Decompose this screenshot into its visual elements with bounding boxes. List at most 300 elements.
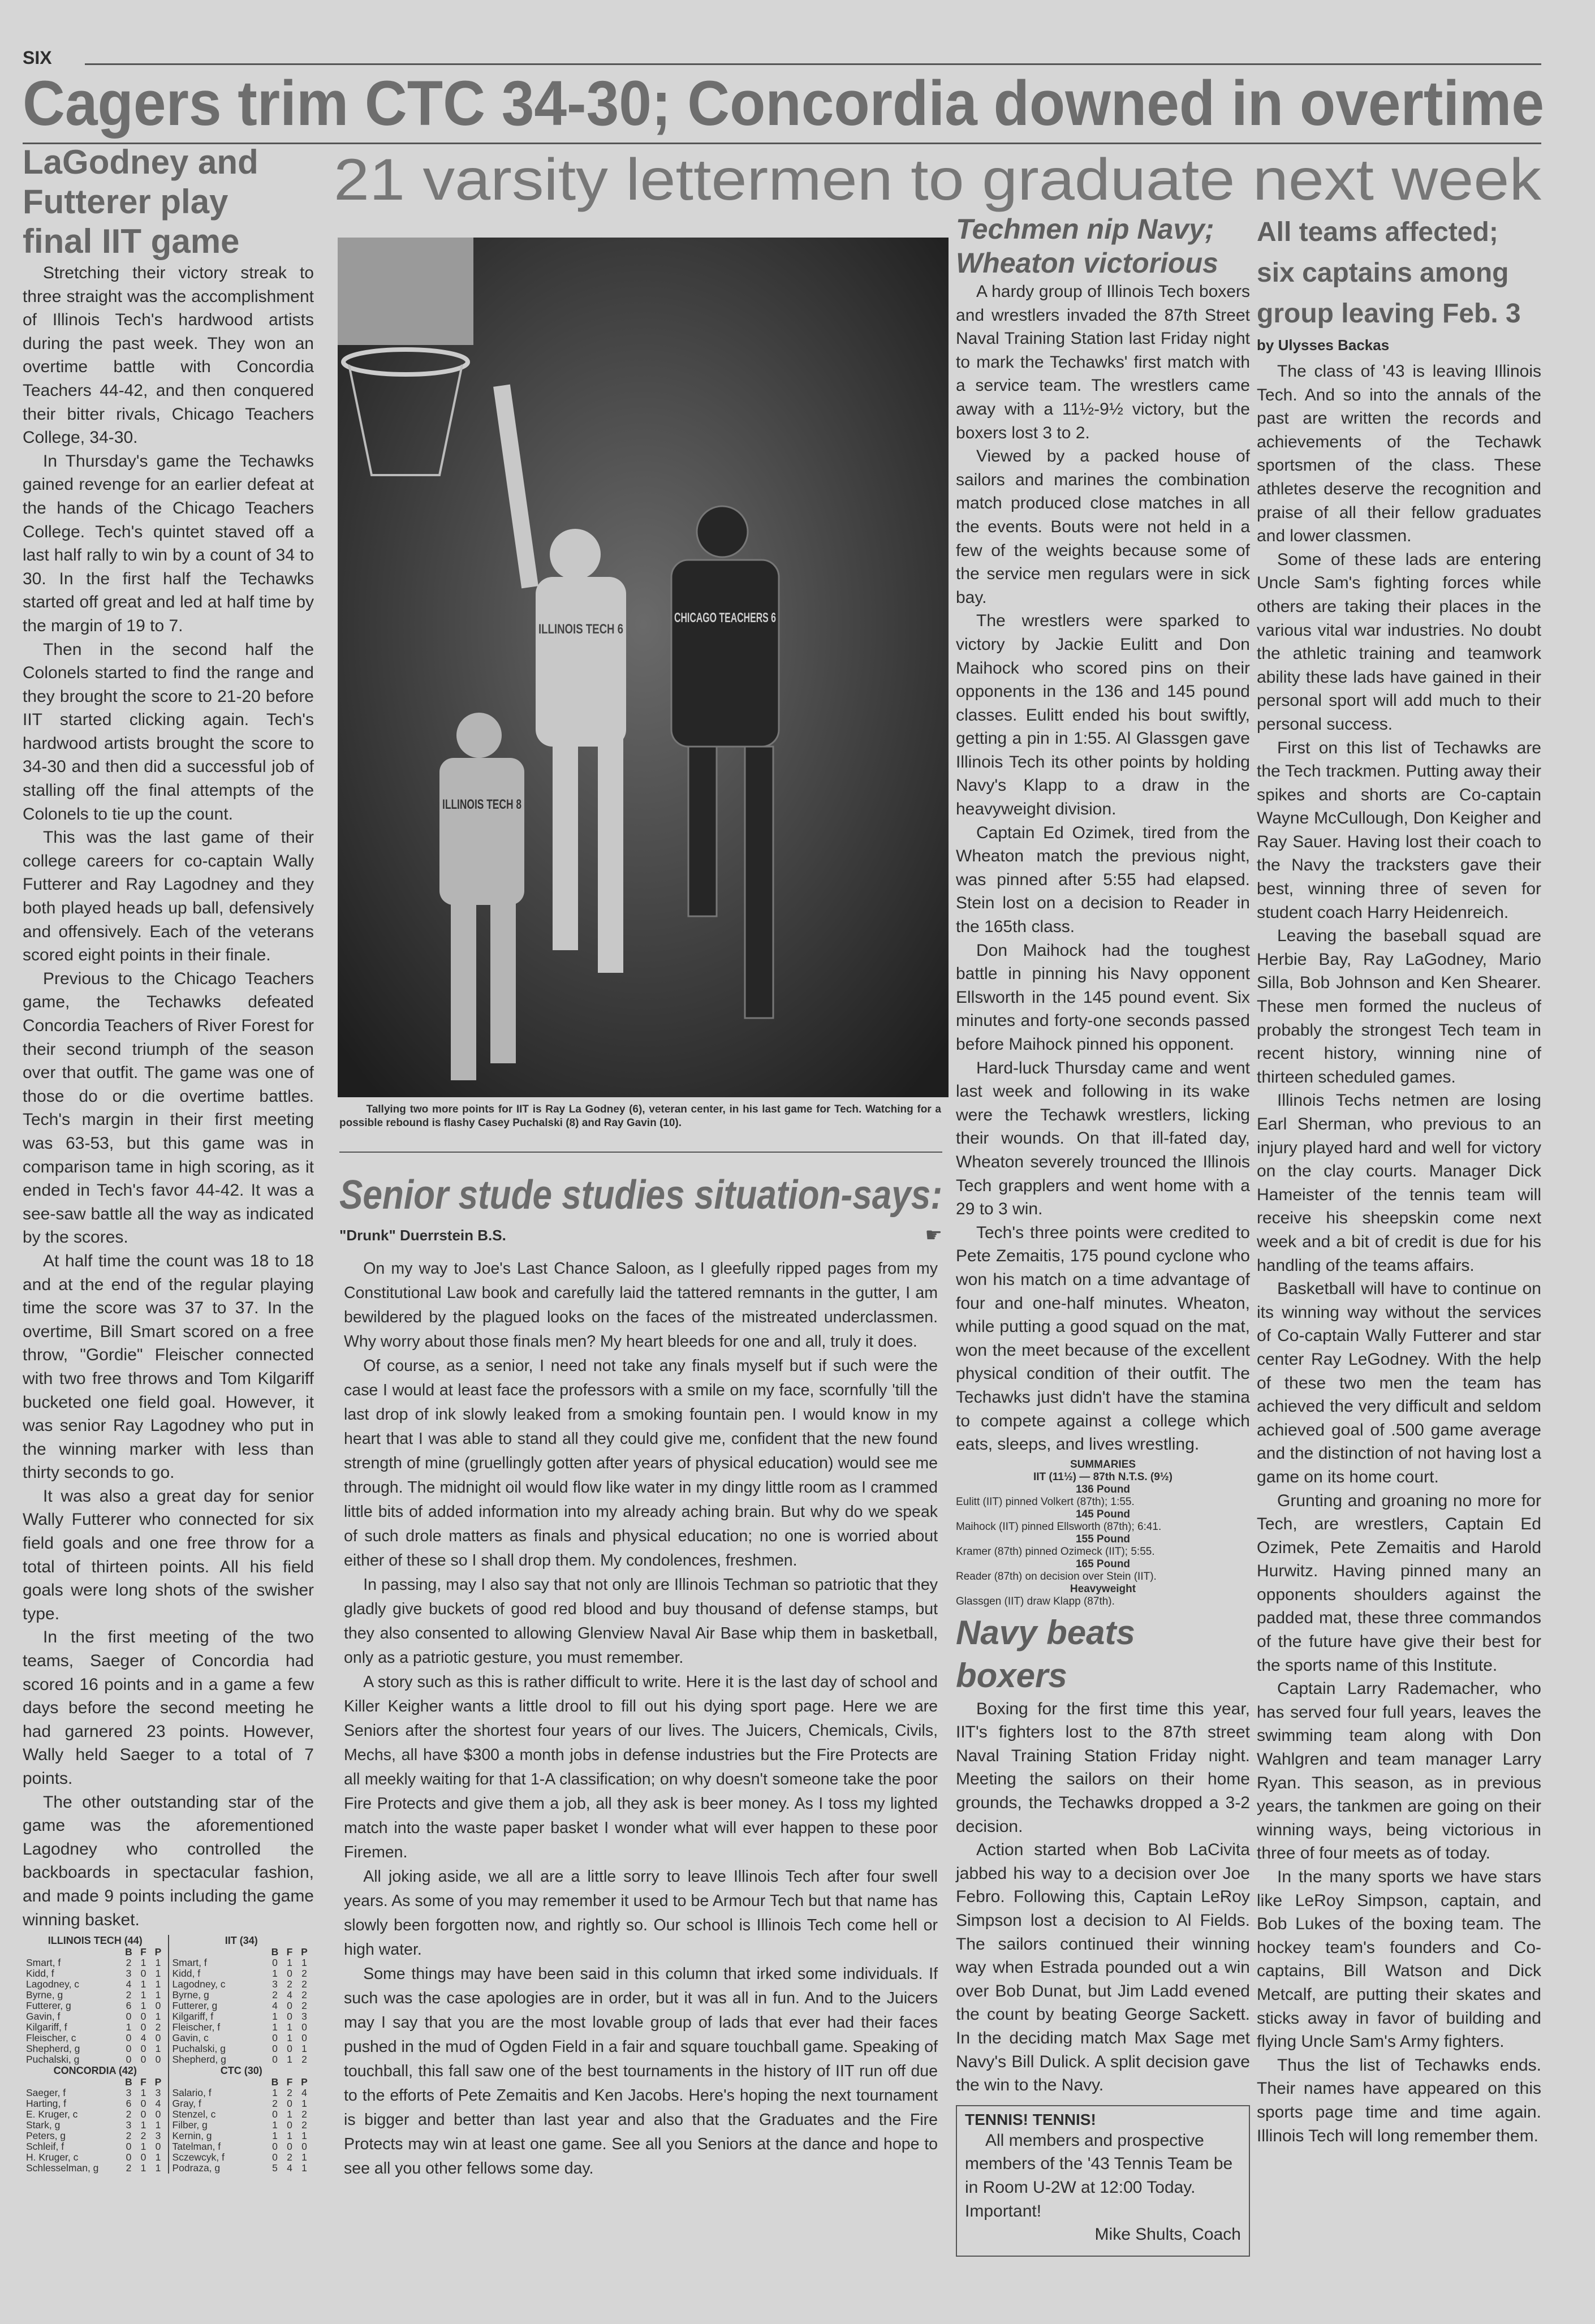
stat-cell: 0: [287, 2011, 292, 2023]
box-score-row: [25, 2000, 166, 2011]
stat-cell: 0: [287, 2141, 292, 2153]
column-header: P: [301, 2076, 308, 2088]
paragraph: In the many sports we have stars like LeRoy Simpson, captain, and Bob Lukes of the boxing team. The hockey team's founders and Co-captains, Bill Watson and Dick Metcalf, are putting their skates and sticks away in favor of building and flying Uncle Sam's Army fighters.: [1257, 1868, 1541, 2051]
box-scores-row-2: [23, 2065, 314, 2174]
bout-result: Maihock (IIT) pinned Ellsworth (87th); 6:41.: [956, 1520, 1162, 1533]
paragraph: Leaving the baseball squad are Herbie Bay, Ray LaGodney, Mario Silla, Bob Johnson and Ken Shearer. These men formed the nucleus of probably the strongest Tech team in recent history, winning nine of thirteen scheduled games.: [1257, 926, 1541, 1086]
stat-cell: 1: [155, 2119, 161, 2131]
empty-cell: [171, 1947, 268, 1957]
box-score-header: [171, 1947, 312, 1957]
box-score-row: [25, 2088, 166, 2098]
paragraph: Don Maihock had the toughest battle in pinning his Navy opponent Ellsworth in the 145 pound event. Six minutes and forty-one seconds passed before Maihock pinned his opponent.: [956, 941, 1250, 1054]
stat-cell: 2: [155, 2021, 161, 2033]
stat-cell: 3: [126, 2087, 132, 2099]
stat-cell: 1: [287, 2130, 292, 2142]
paragraph: This was the last game of their college careers for co-captain Wally Futterer and Ray Lagodney and they both played heads up ball, defensively and offensively. Each of the veterans scored eight points in their finale.: [23, 828, 314, 965]
stat-cell: 3: [301, 2011, 307, 2023]
box-score-row: [171, 2000, 312, 2011]
stat-cell: 2: [126, 1989, 132, 2001]
player-name: Schlesselman, g: [26, 2162, 99, 2174]
page-number: SIX: [23, 48, 52, 68]
stat-cell: 4: [272, 2000, 278, 2012]
paragraph: Some things may have been said in this column that irked some individuals. If such was the case apologies are in order, but it was all in fun. And to the Juicers may I say that you are the most lovable group of lads that ever had their faces pushed in the mud of Ogden Field in a fair and square touchball game. Speaking of touchball, this fall saw one of the best tournaments in the history of IIT run off due to the efforts of Pete Zemaitis and Ken Jacobs. Here's hoping the next tournament is bigger and better than last year and also that the Graduates and the Fire Protects may win at least one game. See all you Seniors at the dance and hope to see all you other fellows some day.: [344, 1965, 938, 2178]
player-name: Salario, f: [172, 2087, 212, 2099]
stat-cell: 0: [140, 1968, 146, 1980]
tennis-body: All members and prospective members of the '43 Tennis Team be in Room U-2W at 12:00 Today. Important!: [965, 2131, 1233, 2220]
stat-cell: 0: [301, 2021, 307, 2033]
stat-cell: 6: [126, 2000, 132, 2012]
stat-cell: 0: [140, 2021, 146, 2033]
stat-cell: 4: [287, 2162, 292, 2174]
stat-cell: 1: [287, 2032, 292, 2044]
bout-weight: 136 Pound: [1075, 1483, 1131, 1495]
stat-cell: 1: [287, 1957, 292, 1969]
column-header: F: [286, 2076, 293, 2088]
box-score-team: ILLINOIS TECH (44): [48, 1935, 143, 1947]
box-score-row: [171, 2022, 312, 2033]
graduates-headline-line: group leaving Feb. 3: [1257, 299, 1521, 329]
senior-rule: [339, 1152, 942, 1153]
box-score-row: [25, 2120, 166, 2131]
paragraph: Hard-luck Thursday came and went last week and following in its wake were the Techawk wrestlers, licking their wounds. On that ill-fated day, Wheaton severely trounced the Illinois Tech grapplers and went home with a 29 to 3 win.: [956, 1058, 1250, 1219]
box-score-row: [25, 2011, 166, 2022]
paragraph: All joking aside, we all are a little sorry to leave Illinois Tech after four swell years. As some of you may remember it used to be Armour Tech but that name has slowly been forgotten now, and rightly so. Our school is Illinois Tech come hell or high water.: [344, 1868, 938, 1959]
player-name: Saeger, f: [26, 2087, 66, 2099]
stat-cell: 0: [155, 2054, 161, 2066]
wrestling-article: [956, 212, 1250, 2257]
box-score-team: CTC (30): [220, 2065, 262, 2077]
bout-result: Eulitt (IIT) pinned Volkert (87th); 1:55.: [956, 1495, 1135, 1508]
box-score-row: [25, 2131, 166, 2141]
tennis-notice: [956, 2105, 1250, 2257]
stat-cell: 2: [287, 1978, 292, 1990]
stat-cell: 0: [155, 2141, 161, 2153]
box-score-row: [25, 2163, 166, 2174]
box-score-row: [171, 1968, 312, 1979]
stat-cell: 3: [155, 2087, 161, 2099]
column-header: F: [140, 2076, 146, 2088]
wrestling-summaries: [956, 1459, 1250, 1608]
stat-cell: 4: [155, 2098, 161, 2110]
stat-cell: 1: [301, 2130, 307, 2142]
paragraph: Captain Larry Rademacher, who has served four full years, leaves the swimming team along with Don Wahlgren and team manager Larry Ryan. This season, as in previous years, the tankmen are going on their winning ways, being victorious in three of four meets as of today.: [1257, 1679, 1541, 1863]
stat-cell: 1: [140, 2141, 146, 2153]
wrestling-headline-line: Techmen nip Navy;: [956, 213, 1214, 245]
box-score-row: [25, 2033, 166, 2043]
stat-cell: 3: [126, 2119, 132, 2131]
box-score-row: [25, 1979, 166, 1990]
stat-cell: 1: [301, 2043, 307, 2055]
paragraph: A story such as this is rather difficult to write. Here it is the last day of school and Killer Keigher wants a little drool to fill out his dying sport page. Here we are Seniors after the shortest four years of our lives. The Juicers, Chemicals, Civils, Mechs, all have $300 a month jobs in defense industries but the Fire Protects are all meekly waiting for that 1-A classification; on why doesn't someone take the poor Fire Protects and give them a job, all they ask is beer money. As I toss my lighted match into the waste paper basket I wonder what will ever happen to these poor Firemen.: [344, 1673, 938, 1861]
player-name: Byrne, g: [172, 1989, 209, 2001]
stat-cell: 0: [126, 2141, 132, 2153]
basketball-headline-line: LaGodney and: [23, 143, 258, 181]
player-name: Gray, f: [172, 2098, 201, 2110]
stat-cell: 0: [287, 2043, 292, 2055]
player-name: Peters, g: [26, 2130, 66, 2142]
box-score-row: [171, 2120, 312, 2131]
stat-cell: 0: [301, 2141, 307, 2153]
paragraph: A hardy group of Illinois Tech boxers and wrestlers invaded the 87th Street Naval Training Station last Friday night to mark the Techawks' first match with a service team. The wrestlers came away with a 11½-9½ victory, but the boxers lost 3 to 2.: [956, 282, 1250, 442]
stat-cell: 4: [126, 1978, 132, 1990]
summaries-score: IIT (11½) — 87th N.T.S. (9½): [1033, 1471, 1172, 1483]
paragraph: Some of these lads are entering Uncle Sam's fighting forces while others are taking their places in the various vital war industries. No doubt the athletic training and teamwork ability these lads have gained in their personal sport will add much to their personal success.: [1257, 550, 1541, 734]
stat-cell: 2: [140, 2130, 146, 2142]
backboard: [338, 238, 473, 345]
stat-cell: 1: [272, 2021, 278, 2033]
box-score-row: [171, 2141, 312, 2152]
stat-cell: 1: [155, 2011, 161, 2023]
stat-cell: 0: [140, 2098, 146, 2110]
box-score-row: [25, 1957, 166, 1968]
stat-cell: 1: [155, 1957, 161, 1969]
stat-cell: 3: [272, 1978, 278, 1990]
stat-cell: 1: [272, 2011, 278, 2023]
banner-headline: 21 varsity lettermen to graduate next week: [334, 147, 1541, 213]
paragraph: In the first meeting of the two teams, Saeger of Concordia had scored 16 points and in a game a few days before the second meeting he had garnered 23 points. However, Wally held Saeger to a total of 7 points.: [23, 1628, 314, 1788]
box-score-row: [171, 1990, 312, 2000]
paragraph: Tech's three points were credited to Pete Zemaitis, 175 pound cyclone who won his match on a time advantage of four and one-half minutes. Wheaton, while putting a good squad on the mat, won the meet because of the excellent physical condition of their outfit. The Techawks just didn't have the stamina to compete against a college which eats, sleeps, and lives wrestling.: [956, 1223, 1250, 1454]
box-score-row: [25, 2152, 166, 2163]
stat-cell: 2: [126, 2109, 132, 2120]
column-header: B: [125, 2076, 132, 2088]
box-score-row: [25, 2141, 166, 2152]
graduates-body: [1257, 360, 1541, 2148]
stat-cell: 0: [272, 1957, 278, 1969]
stat-cell: 0: [155, 2000, 161, 2012]
column-header: B: [271, 1946, 279, 1958]
paragraph: Illinois Techs netmen are losing Earl Sherman, who previous to an injury played hard and well for victory on the clay courts. Manager Dick Hameister of the tennis team will receive his sheepskin come next week and a bit of credit is due for his handling of the teams affairs.: [1257, 1091, 1541, 1275]
box-score-row: [25, 2054, 166, 2065]
paragraph: At half time the count was 18 to 18 and at the end of the regular playing time the score was 37 to 37. In the overtime, Bill Smart scored on a free throw, "Gordie" Fleischer connected with two free throws and Tom Kilgariff bucketed one field goal. However, it was senior Ray Lagodney who put in the winning marker with less than thirty seconds to go.: [23, 1251, 314, 1482]
stat-cell: 0: [301, 2032, 307, 2044]
player-name: Puchalski, g: [172, 2043, 226, 2055]
player-name: Stark, g: [26, 2119, 61, 2131]
stat-cell: 2: [301, 1968, 307, 1980]
box-scores-row-1: [23, 1935, 314, 2065]
box-score-row: [171, 2088, 312, 2098]
bout-weight: 165 Pound: [1075, 1558, 1131, 1570]
box-score-row: [25, 1990, 166, 2000]
player-name: H. Kruger, c: [26, 2151, 79, 2163]
stat-cell: 1: [301, 1957, 307, 1969]
box-score-row: [25, 2022, 166, 2033]
column-header: P: [154, 2076, 162, 2088]
tennis-title: TENNIS! TENNIS!: [965, 2110, 1096, 2128]
box-score-team: IIT (34): [225, 1935, 258, 1947]
paragraph: Previous to the Chicago Teachers game, the Techawks defeated Concordia Teachers of River Forest for their second triumph of the season over that outfit. The game was one of those do or die overtime battles. Tech's margin in their first meeting was 63-53, but this game was in comparison tame in high scoring, as it ended in Tech's favor 44-42. It was a see-saw battle all the way as indicated by the scores.: [23, 969, 314, 1247]
box-score-header: [25, 1947, 166, 1957]
photo-caption: Tallying two more points for IIT is Ray La Godney (6), veteran center, in his last game for Tech. Watching for a possible rebound is flashy Casey Puchalski (8) and Ray Gavin (10).: [339, 1103, 941, 1129]
box-score-row: [171, 2043, 312, 2054]
basketball-body: [23, 261, 314, 1931]
main-headline-wrap: [23, 67, 1544, 140]
stat-cell: 2: [301, 1978, 307, 1990]
stat-cell: 0: [272, 2141, 278, 2153]
paragraph: Boxing for the first time this year, IIT's fighters lost to the 87th street Naval Training Station Friday night. Meeting the sailors on their home grounds, the Techawks dropped a 3-2 decision.: [956, 1699, 1250, 1836]
stat-cell: 0: [140, 2011, 146, 2023]
box-score-row: [171, 2163, 312, 2174]
stat-cell: 3: [155, 2130, 161, 2142]
senior-body: [339, 1257, 942, 2181]
player-name: Harting, f: [26, 2098, 66, 2110]
stat-cell: 1: [140, 2000, 146, 2012]
empty-cell: [171, 2077, 268, 2088]
stat-cell: 0: [287, 2119, 292, 2131]
box-score-header: [25, 2077, 166, 2088]
player-name: Kernin, g: [172, 2130, 212, 2142]
graduates-article: [1257, 212, 1541, 2148]
player-name: Kidd, f: [172, 1968, 201, 1980]
stat-cell: 1: [155, 2162, 161, 2174]
stat-cell: 0: [287, 2098, 292, 2110]
stat-cell: 2: [126, 2162, 132, 2174]
box-score-ctc: [169, 2065, 314, 2174]
paragraph: Stretching their victory streak to three straight was the accomplishment of Illinois Tech's hardwood artists during the past week. They won an overtime battle with Concordia Teachers 44-42, and then conquered their bitter rivals, Chicago Teachers College, 34-30.: [23, 264, 314, 447]
paragraph: The other outstanding star of the game was the aforementioned Lagodney who controlled the backboards in spectacular fashion, and made 9 points including the game winning basket.: [23, 1792, 314, 1929]
paragraph: Captain Ed Ozimek, tired from the Wheaton match the previous night, was pinned after 5:55 had elapsed. Stein lost on a decision to Reader in the 165th class.: [956, 823, 1250, 937]
top-rule: [85, 63, 1541, 65]
stat-cell: 0: [287, 1968, 292, 1980]
player-name: Lagodney, c: [26, 1978, 80, 1990]
column-header: F: [286, 1946, 293, 1958]
box-score-row: [25, 2098, 166, 2109]
paragraph: Action started when Bob LaCivita jabbed his way to a decision over Joe Febro. Following this, Captain LeRoy Simpson lost a decision to Al Fields. The sailors continued their winning way when Estrada pounded out a win over Bob Dunat, but Jim Ladd evened the count by beating George Sackett. In the deciding match Max Sage met Navy's Bill Dulick. A split decision gave the win to the Navy.: [956, 1840, 1250, 2095]
paragraph: In passing, may I also say that not only are Illinois Techman so patriotic that they gladly give buckets of good red blood and buy thousand of defense stamps, but they also consented to allowing Glenview Naval Air Base whip them in basketball, only as a patriotic gesture, you must remember.: [344, 1576, 938, 1667]
player-name: Futterer, g: [26, 2000, 71, 2012]
box-score-row: [25, 1968, 166, 1979]
paragraph: First on this list of Techawks are the Tech trackmen. Putting away their spikes and shorts are Co-captain Wayne McCullough, Don Keigher and Ray Sauer. Having lost their coach to the Navy the tracksters gave their best, winning three of seven for student coach Harry Heidenreich.: [1257, 738, 1541, 922]
box-score-row: [171, 2011, 312, 2022]
paragraph: Then in the second half the Colonels started to find the range and they brought the score to 21-20 before IIT started clicking again. Tech's hardwood artists brought the score to 34-30 and then did a successful job of stalling off the final attempts of the Colonels to tie up the count.: [23, 640, 314, 823]
stat-cell: 4: [140, 2032, 146, 2044]
graduates-headline-line: six captains among: [1257, 258, 1509, 288]
player-name: Stenzel, c: [172, 2109, 216, 2120]
stat-cell: 1: [301, 2151, 307, 2163]
bout-result: Kramer (87th) pinned Ozimeck (IIT); 5:55.: [956, 1545, 1155, 1558]
stat-cell: 1: [272, 2130, 278, 2142]
player-name: Fleischer, c: [26, 2032, 76, 2044]
stat-cell: 0: [126, 2054, 132, 2066]
stat-cell: 0: [140, 2043, 146, 2055]
senior-byline: "Drunk" Duerrstein B.S.: [339, 1226, 506, 1244]
senior-article: [339, 1171, 942, 2181]
stat-cell: 3: [126, 1968, 132, 1980]
stat-cell: 0: [126, 2151, 132, 2163]
stat-cell: 0: [140, 2109, 146, 2120]
stat-cell: 0: [272, 2151, 278, 2163]
column-header: B: [125, 1946, 132, 1958]
stat-cell: 1: [301, 2098, 307, 2110]
box-score-header: [171, 2077, 312, 2088]
bout-result: Reader (87th) on decision over Stein (IIT).: [956, 1570, 1157, 1583]
column-header: P: [301, 1946, 308, 1958]
box-score-iit: [169, 1935, 314, 2065]
stat-cell: 2: [287, 2087, 292, 2099]
player-name: Filber, g: [172, 2119, 208, 2131]
paragraph: The class of '43 is leaving Illinois Tech. And so into the annals of the past are written the records and achievements of the Techawk sportsmen of the class. These athletes deserve the recognition and praise of all their fellow graduates and lower classmen.: [1257, 362, 1541, 546]
summaries-bouts: [956, 1484, 1250, 1608]
box-score-row: [25, 2109, 166, 2120]
stat-cell: 1: [287, 2054, 292, 2066]
stat-cell: 2: [126, 2130, 132, 2142]
paragraph: It was also a great day for senior Wally Futterer who connected for six field goals and one free throw for a total of thirteen points. All his field goals were long shots of the swisher type.: [23, 1486, 314, 1623]
photo-image: [338, 238, 949, 1097]
stat-cell: 1: [140, 2087, 146, 2099]
wrestling-headline-line: Wheaton victorious: [956, 247, 1218, 279]
stat-cell: 1: [301, 2162, 307, 2174]
stat-cell: 0: [126, 2032, 132, 2044]
box-score-illinois-tech: [23, 1935, 169, 2065]
player-name: Kidd, f: [26, 1968, 54, 1980]
basketball-headline-line: Futterer play: [23, 183, 229, 221]
paragraph: In Thursday's game the Techawks gained revenge for an earlier defeat at the hands of the Chicago Teachers College. Tech's quintet staved off a last half rally to win by a count of 34 to 30. In the first half the Techawks started off great and led at half time by the margin of 19 to 7.: [23, 451, 314, 635]
jersey-text-puchalski: ILLINOIS TECH 8: [442, 797, 521, 812]
stat-cell: 1: [155, 1989, 161, 2001]
stat-cell: 0: [272, 2043, 278, 2055]
box-score-row: [25, 2043, 166, 2054]
stat-cell: 4: [287, 1989, 292, 2001]
boxing-headline: Navy beats boxers: [956, 1613, 1135, 1695]
player-name: Schleif, f: [26, 2141, 64, 2153]
stat-cell: 1: [287, 2109, 292, 2120]
stat-cell: 1: [155, 1968, 161, 1980]
player-name: Gavin, c: [172, 2032, 209, 2044]
box-score-row: [171, 1957, 312, 1968]
hand-icon: ☛: [925, 1224, 942, 1246]
paragraph: Thus the list of Techawks ends. Their names have appeared on this sports page time and time again. Illinois Tech will long remember them.: [1257, 2055, 1541, 2145]
player-name: Kilgariff, f: [26, 2021, 67, 2033]
stat-cell: 1: [155, 2043, 161, 2055]
banner-wrap: [334, 146, 1541, 214]
stat-cell: 1: [272, 2119, 278, 2131]
box-score-table: [171, 1947, 312, 2065]
stat-cell: 2: [301, 2054, 307, 2066]
tennis-signature: Mike Shults, Coach: [1094, 2225, 1241, 2244]
player-name: Shepherd, g: [172, 2054, 226, 2066]
box-scores: [23, 1935, 314, 2174]
paragraph: On my way to Joe's Last Chance Saloon, as I gleefully ripped pages from my Constitutional Law book and carefully laid the tattered remnants in the gutter, I am bewildered by the plagued looks on the faces of the mistreated underclassmen. Why worry about those finals men? My heart bleeds for one and all, truly it does.: [344, 1260, 938, 1351]
stat-cell: 2: [301, 2000, 307, 2012]
player-name: Sczewcyk, f: [172, 2151, 225, 2163]
paragraph: Basketball will have to continue on its winning way without the services of Co-captain Wally Futterer and star center Ray LeGodney. With the help of these two men the team has achieved the very difficult and seldom achieved goal of .500 game average and the distinction of not having lost a game on its home court.: [1257, 1279, 1541, 1486]
stat-cell: 1: [140, 2119, 146, 2131]
stat-cell: 2: [126, 1957, 132, 1969]
stat-cell: 2: [301, 2119, 307, 2131]
basketball-photo: [338, 238, 949, 1097]
column-header: B: [271, 2076, 279, 2088]
wrestling-body: [956, 280, 1250, 1456]
stat-cell: 1: [155, 1978, 161, 1990]
paragraph: The wrestlers were sparked to victory by Jackie Eulitt and Don Maihock who scored pins on their opponents in the 136 and 145 pound classes. Eulitt ended his bout swiftly, getting a pin in 1:55. Al Glassgen gave Illinois Tech its other points by holding Navy's Klapp to a draw in the heavyweight division.: [956, 611, 1250, 819]
main-headline: Cagers trim CTC 34-30; Concordia downed in overtime: [23, 68, 1544, 139]
empty-cell: [25, 2077, 122, 2088]
bout-weight: Heavyweight: [1070, 1583, 1136, 1595]
player-name: Futterer, g: [172, 2000, 218, 2012]
graduates-byline: by Ulysses Backas: [1257, 337, 1390, 353]
basketball-article: [23, 143, 314, 2174]
box-score-team: CONCORDIA (42): [53, 2065, 137, 2077]
column-header: F: [140, 1946, 146, 1958]
player-name: Tatelman, f: [172, 2141, 221, 2153]
player-name: E. Kruger, c: [26, 2109, 78, 2120]
paragraph: Grunting and groaning no more for Tech, are wrestlers, Captain Ed Ozimek, Pete Zemaitis and Harold Hurwitz. Having pinned many an opponents shoulders against the padded mat, these three commandos of the future have give their best for the sports name of this Institute.: [1257, 1491, 1541, 1675]
player-name: Gavin, f: [26, 2011, 61, 2023]
box-score-row: [171, 2033, 312, 2043]
box-score-table: [171, 2077, 312, 2174]
stat-cell: 0: [287, 2000, 292, 2012]
player-name: Puchalski, g: [26, 2054, 80, 2066]
empty-cell: [25, 1947, 122, 1957]
column-header: P: [154, 1946, 162, 1958]
box-score-row: [171, 1979, 312, 1990]
stat-cell: 1: [272, 1968, 278, 1980]
boxing-body: [956, 1697, 1250, 2097]
stat-cell: 1: [140, 1978, 146, 1990]
stat-cell: 5: [272, 2162, 278, 2174]
player-name: Kilgariff, f: [172, 2011, 214, 2023]
stat-cell: 2: [272, 1989, 278, 2001]
stat-cell: 0: [272, 2054, 278, 2066]
bout-weight: 155 Pound: [1075, 1533, 1131, 1545]
summaries-title: SUMMARIES: [1070, 1458, 1136, 1471]
box-score-row: [171, 2098, 312, 2109]
stat-cell: 1: [140, 1957, 146, 1969]
stat-cell: 1: [272, 2087, 278, 2099]
box-score-row: [171, 2109, 312, 2120]
box-score-concordia: [23, 2065, 169, 2174]
stat-cell: 4: [301, 2087, 307, 2099]
stat-cell: 2: [272, 2098, 278, 2110]
stat-cell: 0: [272, 2109, 278, 2120]
graduates-headline-line: All teams affected;: [1257, 217, 1498, 247]
stat-cell: 0: [155, 2109, 161, 2120]
player-name: Shepherd, g: [26, 2043, 80, 2055]
player-name: Smart, f: [26, 1957, 61, 1969]
stat-cell: 1: [287, 2021, 292, 2033]
player-name: Podraza, g: [172, 2162, 221, 2174]
stat-cell: 0: [272, 2032, 278, 2044]
jersey-text-chicago: CHICAGO TEACHERS 6: [674, 610, 776, 626]
stat-cell: 0: [126, 2011, 132, 2023]
basketball-headline-line: final IIT game: [23, 222, 240, 260]
stat-cell: 1: [126, 2021, 132, 2033]
stat-cell: 1: [140, 2162, 146, 2174]
jersey-text-lagodney: ILLINOIS TECH 6: [538, 622, 623, 637]
player-name: Fleischer, f: [172, 2021, 221, 2033]
stat-cell: 0: [140, 2151, 146, 2163]
stat-cell: 2: [301, 2109, 307, 2120]
stat-cell: 0: [126, 2043, 132, 2055]
box-score-row: [171, 2054, 312, 2065]
stat-cell: 0: [155, 2032, 161, 2044]
player-name: Lagodney, c: [172, 1978, 226, 1990]
stat-cell: 1: [155, 2151, 161, 2163]
player-name: Smart, f: [172, 1957, 207, 1969]
stat-cell: 1: [140, 1989, 146, 2001]
stat-cell: 0: [140, 2054, 146, 2066]
player-name: Byrne, g: [26, 1989, 63, 2001]
senior-headline: Senior stude studies situation-says:: [339, 1172, 942, 1218]
box-score-table: [25, 2077, 166, 2174]
box-score-row: [171, 2131, 312, 2141]
stat-cell: 2: [287, 2151, 292, 2163]
stat-cell: 2: [301, 1989, 307, 2001]
paragraph: Of course, as a senior, I need not take any finals myself but if such were the case I would at least face the professors with a smile on my face, scornfully 'till the last drop of ink slowly leaked from a smoking fountain pen. I would know in my heart that I was able to stand all they could give me, confident that the new found strength of mine (gruellingly gotten after years of physical education) would see me through. The midnight oil would flow like water in my dingy little room as I crammed little bits of added information into my already aching brain. But why do we speak of such drole matters as finals and physical education; no one is worried about either of these so I shall drop them. My condolences, freshmen.: [344, 1357, 938, 1570]
paragraph: Viewed by a packed house of sailors and marines the combination match produced close matches in all the events. Bouts were not held in a few of the weights because some of the service men regulars were in sick bay.: [956, 447, 1250, 607]
box-score-row: [171, 2152, 312, 2163]
bout-weight: 145 Pound: [1075, 1508, 1131, 1520]
